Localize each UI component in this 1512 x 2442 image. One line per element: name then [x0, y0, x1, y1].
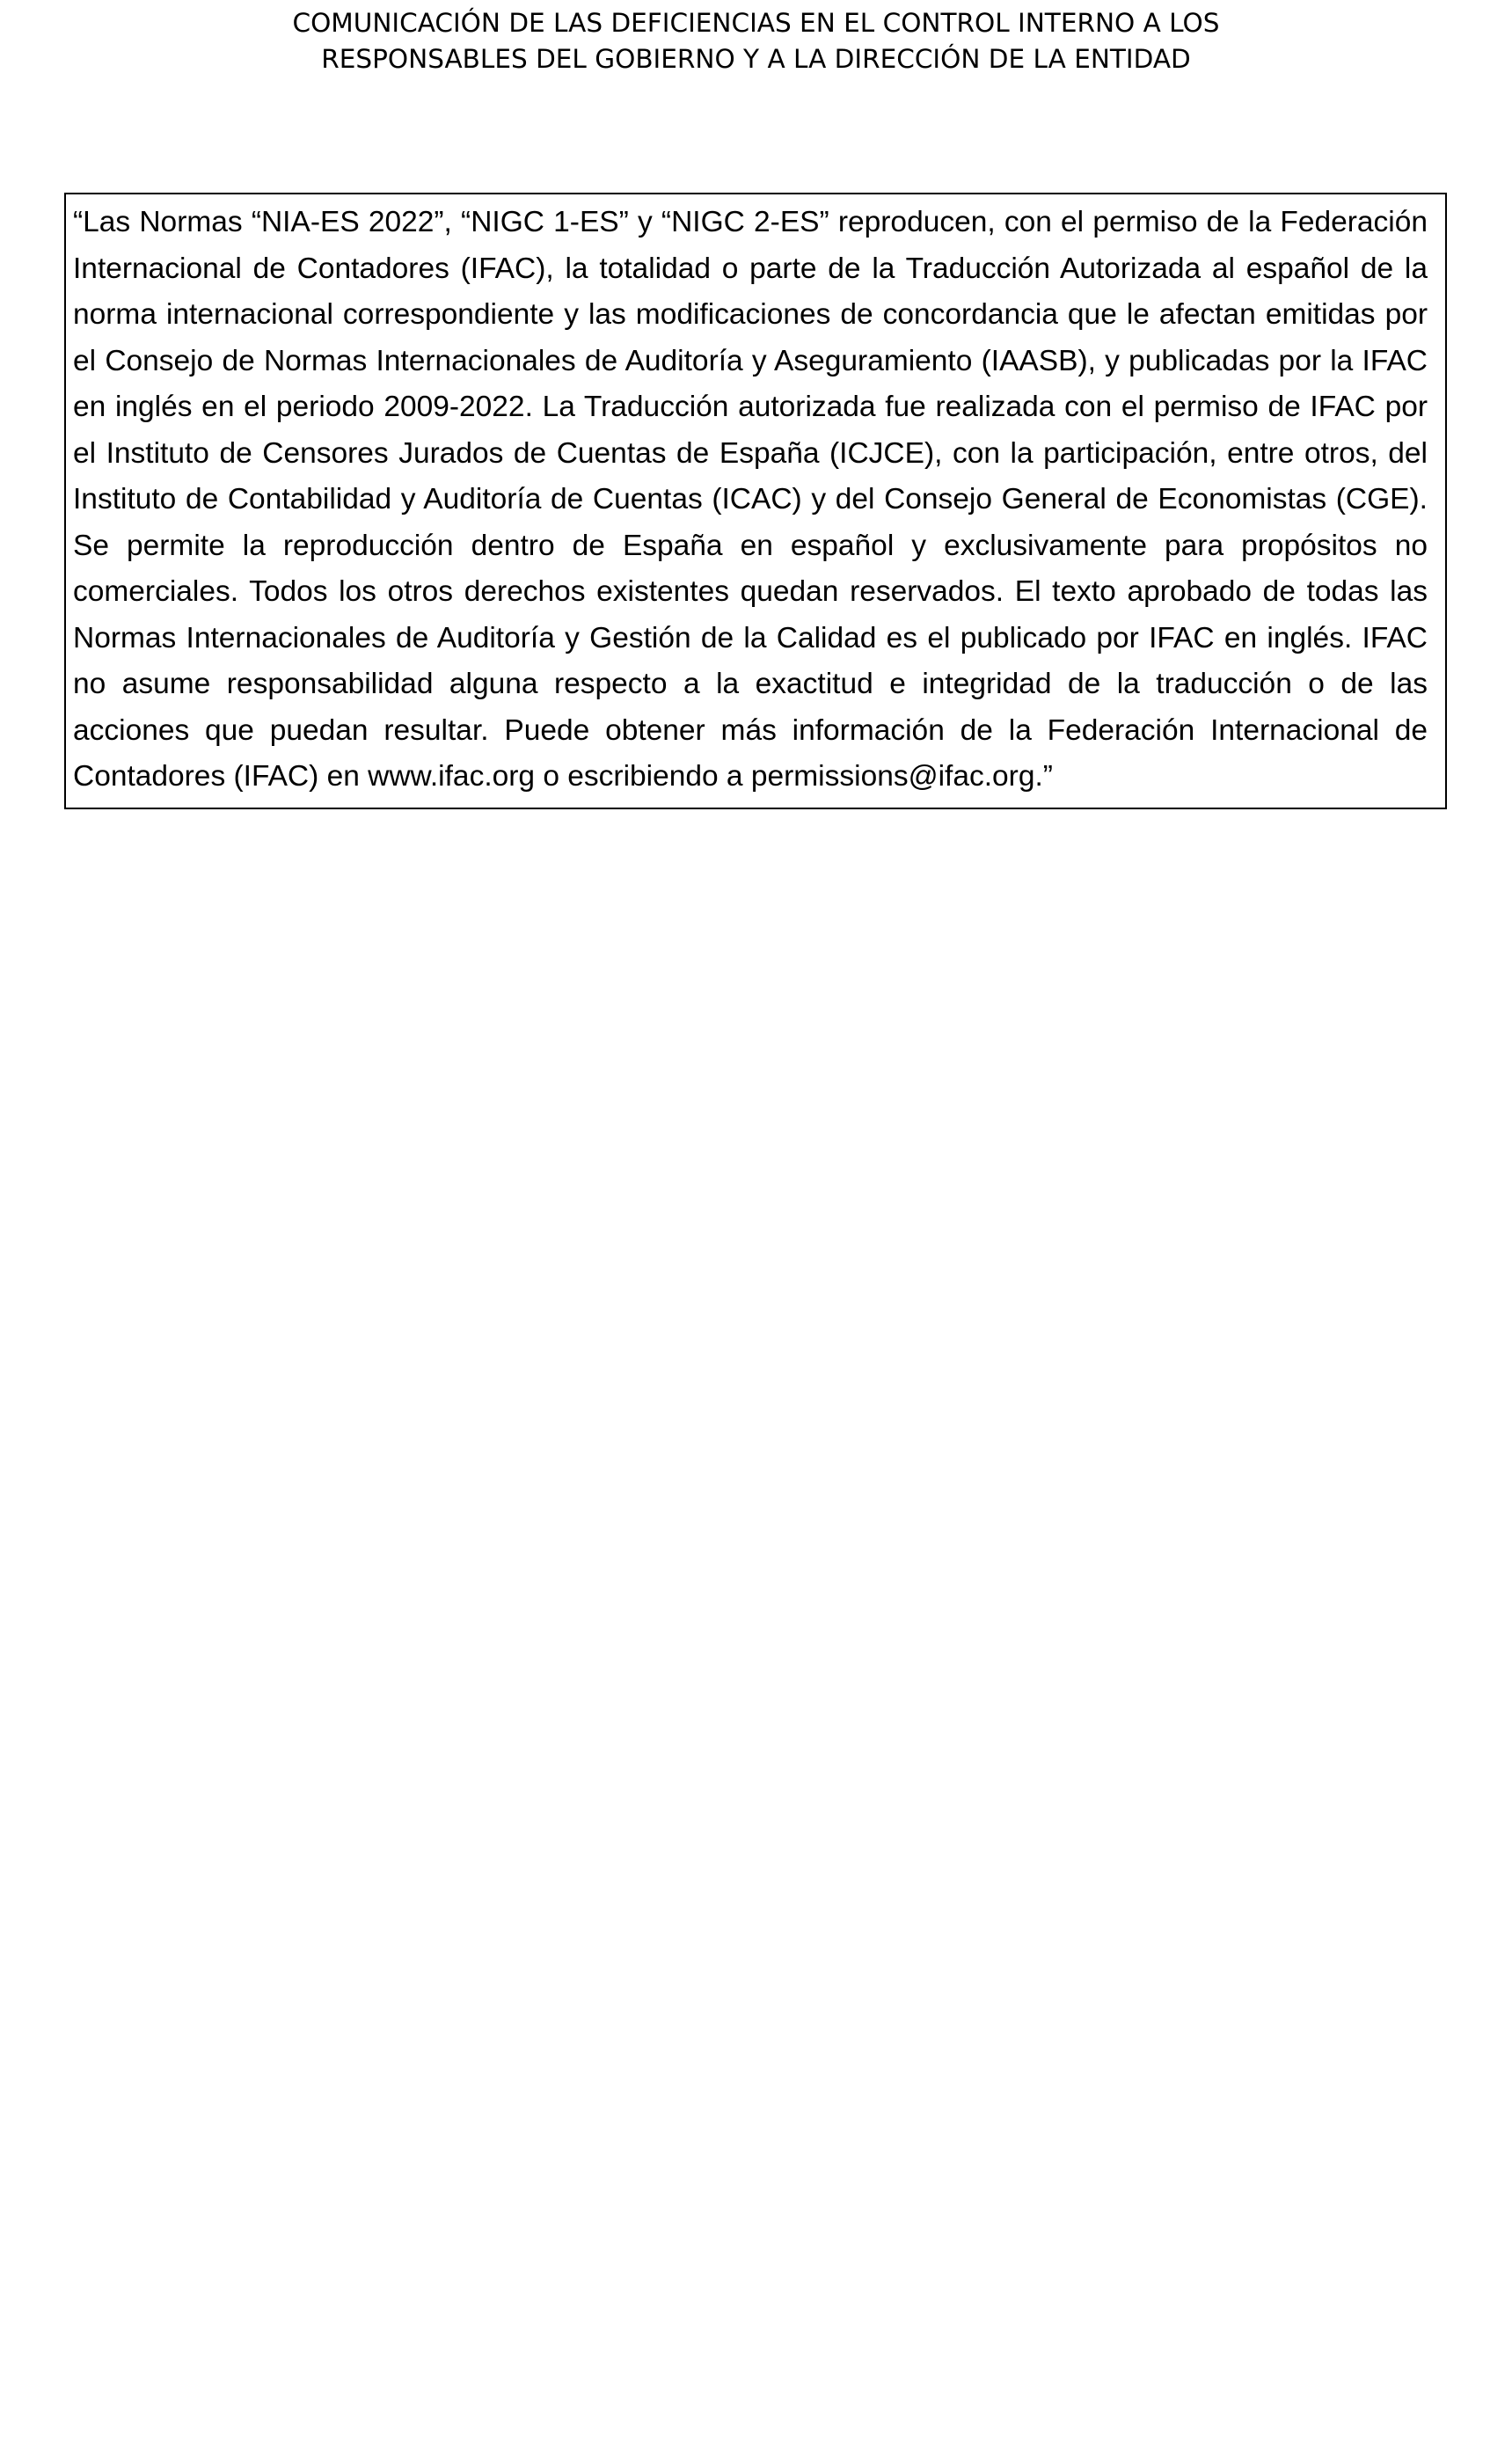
header-line-1: COMUNICACIÓN DE LAS DEFICIENCIAS EN EL CONTROL INTERNO A LOS: [292, 8, 1220, 38]
page-header: [0, 5, 1512, 77]
copyright-notice-box: [64, 193, 1447, 809]
header-line-2: RESPONSABLES DEL GOBIERNO Y A LA DIRECCIÓN DE LA ENTIDAD: [321, 44, 1191, 74]
copyright-notice-text: “Las Normas “NIA-ES 2022”, “NIGC 1-ES” y “NIGC 2-ES” reproducen, con el permiso de la Federación Internacional de Contadores (IFAC), la totalidad o parte de la Traducción Autorizada al español de la norma internacional correspondiente y las modificaciones de concordancia que le afectan emitidas por el Consejo de Normas Internacionales de Auditoría y Aseguramiento (IAASB), y publicadas por la IFAC en inglés en el periodo 2009-2022. La Traducción autorizada fue realizada con el permiso de IFAC por el Instituto de Censores Jurados de Cuentas de España (ICJCE), con la participación, entre otros, del Instituto de Contabilidad y Auditoría de Cuentas (ICAC) y del Consejo General de Economistas (CGE). Se permite la reproducción dentro de España en español y exclusivamente para propósitos no comerciales. Todos los otros derechos existentes quedan reservados. El texto aprobado de todas las Normas Internacionales de Auditoría y Gestión de la Calidad es el publicado por IFAC en inglés. IFAC no asume responsabilidad alguna respecto a la exactitud e integridad de la traducción o de las acciones que puedan resultar. Puede obtener más información de la Federación Internacional de Contadores (IFAC) en www.ifac.org o escribiendo a permissions@ifac.org.”: [73, 206, 1428, 793]
